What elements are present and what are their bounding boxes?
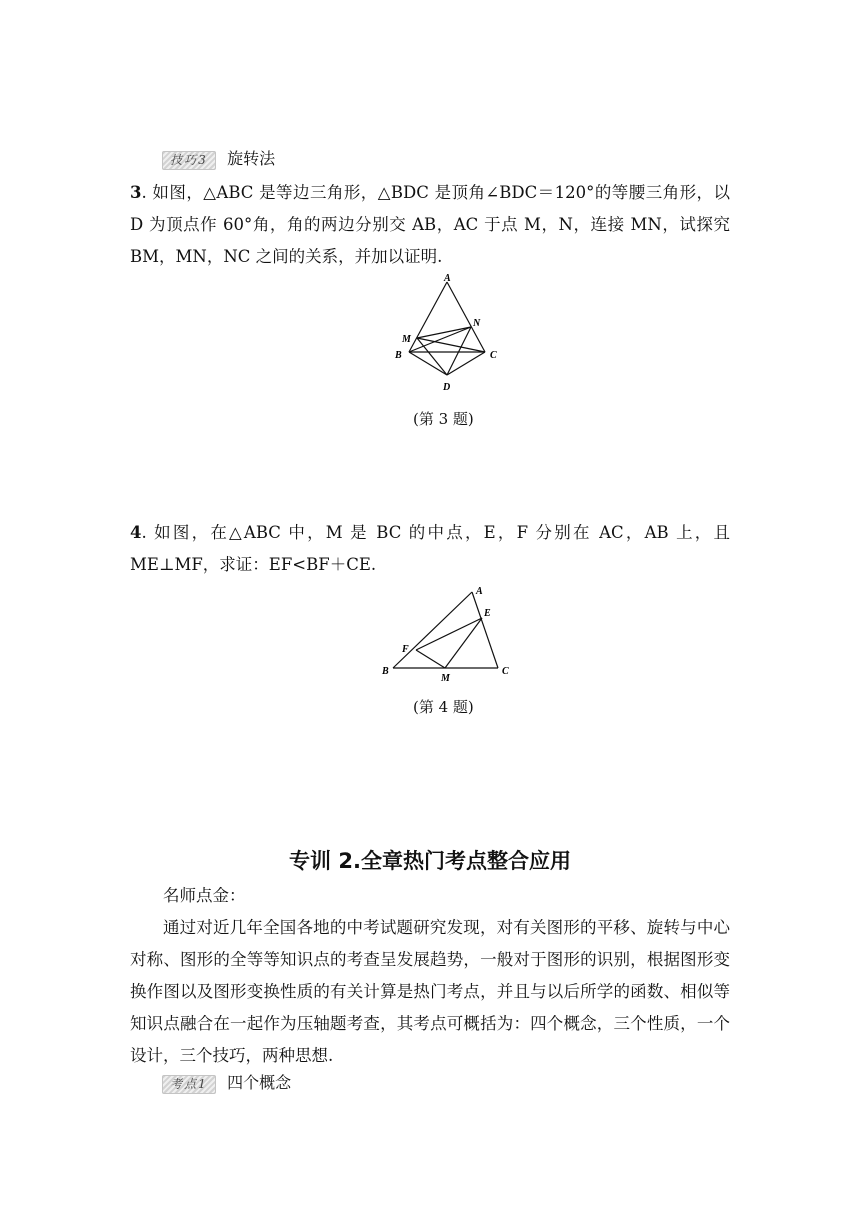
- intro-paragraph: 通过对近几年全国各地的中考试题研究发现，对有关图形的平移、旋转与中心对称、图形的全等等知识点的考查呈发展趋势，一般对于图形的识别，根据图形变换作图以及图形变换性质的有关计算是热门考点，并且与以后所学的函数、相似等知识点融合在一起作为压轴题考查，其考点可概括为：四个概念，三个性质，一个设计，三个技巧，两种思想.: [130, 918, 730, 1065]
- segment-AB: [393, 592, 472, 668]
- segment-ME: [445, 618, 482, 668]
- caption-problem-3: (第 3 题): [413, 410, 474, 428]
- figure-problem-4: [378, 582, 518, 682]
- figure-problem-3: [380, 270, 520, 400]
- label-M: M: [441, 673, 450, 682]
- segment-MN: [417, 327, 471, 338]
- section-header-concepts: [162, 1070, 291, 1094]
- problem-3-text: [130, 177, 730, 273]
- label-F: F: [402, 644, 409, 655]
- label-N: N: [473, 318, 481, 329]
- caption-problem-4: (第 4 题): [413, 698, 474, 716]
- segment-BD: [409, 352, 447, 375]
- segment-EF: [416, 618, 482, 650]
- segment-MF: [416, 650, 445, 668]
- segment-AC: [447, 282, 485, 352]
- intro-label: 名师点金：: [163, 886, 246, 905]
- label-C: C: [502, 666, 509, 677]
- section-title: 四个概念: [227, 1073, 292, 1092]
- problem-statement: . 如图，△ABC 是等边三角形，△BDC 是顶角∠BDC＝120°的等腰三角形，以 D 为顶点作 60°角，角的两边分别交 AB，AC 于点 M，N，连接 MN，试探究 BM，MN，NC 之间的关系，并加以证明.: [130, 183, 730, 266]
- tip-badge: 技巧3: [162, 151, 216, 170]
- page-heading: 专训 2.全章热门考点整合应用: [289, 849, 571, 873]
- problem-4-text: [130, 517, 730, 581]
- segment-AB: [409, 282, 447, 352]
- problem-number: 3: [130, 183, 142, 202]
- label-C: C: [490, 350, 497, 361]
- label-B: B: [395, 350, 402, 361]
- section-title: 旋转法: [227, 149, 276, 168]
- label-A: A: [444, 273, 451, 284]
- label-B: B: [382, 666, 389, 677]
- segment-AC: [472, 592, 498, 668]
- label-M: M: [402, 334, 411, 345]
- topic-badge: 考点1: [162, 1075, 216, 1094]
- label-D: D: [443, 382, 451, 393]
- label-A: A: [476, 586, 483, 597]
- problem-statement: . 如图，在△ABC 中，M 是 BC 的中点，E，F 分别在 AC，AB 上，且 ME⊥MF，求证：EF<BF＋CE.: [130, 523, 730, 574]
- section-header-rotation: [162, 146, 275, 170]
- problem-number: 4: [130, 523, 142, 542]
- label-E: E: [484, 608, 491, 619]
